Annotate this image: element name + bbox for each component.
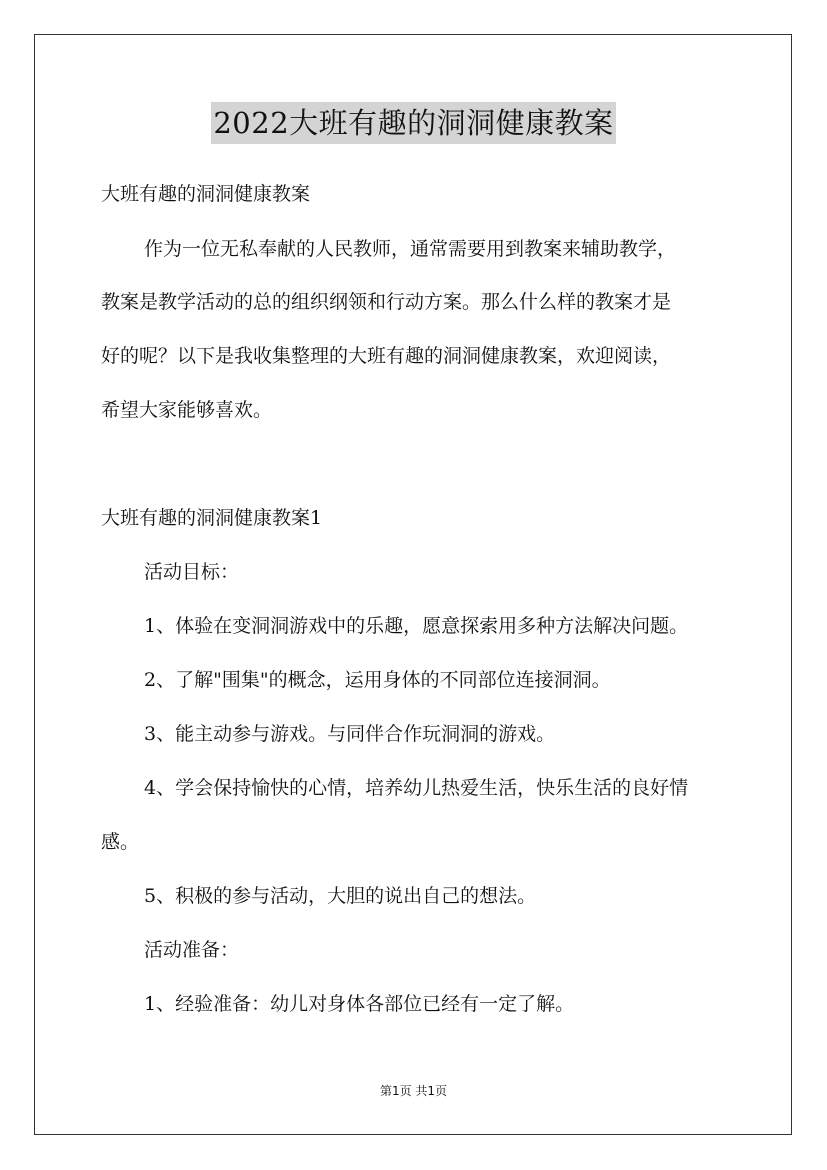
intro-line-1: 作为一位无私奉献的人民教师，通常需要用到教案来辅助教学， — [144, 238, 677, 260]
goal-item-5: 5、积极的参与活动，大胆的说出自己的想法。 — [144, 885, 537, 907]
goal-item-3: 3、能主动参与游戏。与同伴合作玩洞洞的游戏。 — [144, 723, 556, 745]
preparation-item-1: 1、经验准备：幼儿对身体各部位已经有一定了解。 — [144, 993, 575, 1015]
goal-item-4-continued: 感。 — [101, 831, 140, 853]
intro-line-2: 教案是教学活动的总的组织纲领和行动方案。那么什么样的教案才是 — [101, 291, 672, 313]
section-heading: 大班有趣的洞洞健康教案1 — [101, 507, 323, 529]
goal-item-2: 2、了解"围集"的概念，运用身体的不同部位连接洞洞。 — [144, 669, 611, 691]
title-container — [0, 102, 827, 144]
goal-item-1: 1、体验在变洞洞游戏中的乐趣，愿意探索用多种方法解决问题。 — [144, 615, 689, 637]
goals-heading: 活动目标： — [144, 561, 240, 583]
document-title: 2022大班有趣的洞洞健康教案 — [211, 102, 615, 144]
goal-item-4: 4、学会保持愉快的心情，培养幼儿热爱生活，快乐生活的良好情 — [144, 777, 689, 799]
intro-line-4: 希望大家能够喜欢。 — [101, 399, 273, 421]
subtitle-line: 大班有趣的洞洞健康教案 — [101, 183, 311, 205]
page-footer: 第1页 共1页 — [379, 1084, 448, 1098]
preparation-heading: 活动准备： — [144, 939, 240, 961]
intro-line-3: 好的呢？以下是我收集整理的大班有趣的洞洞健康教案，欢迎阅读， — [101, 345, 672, 367]
